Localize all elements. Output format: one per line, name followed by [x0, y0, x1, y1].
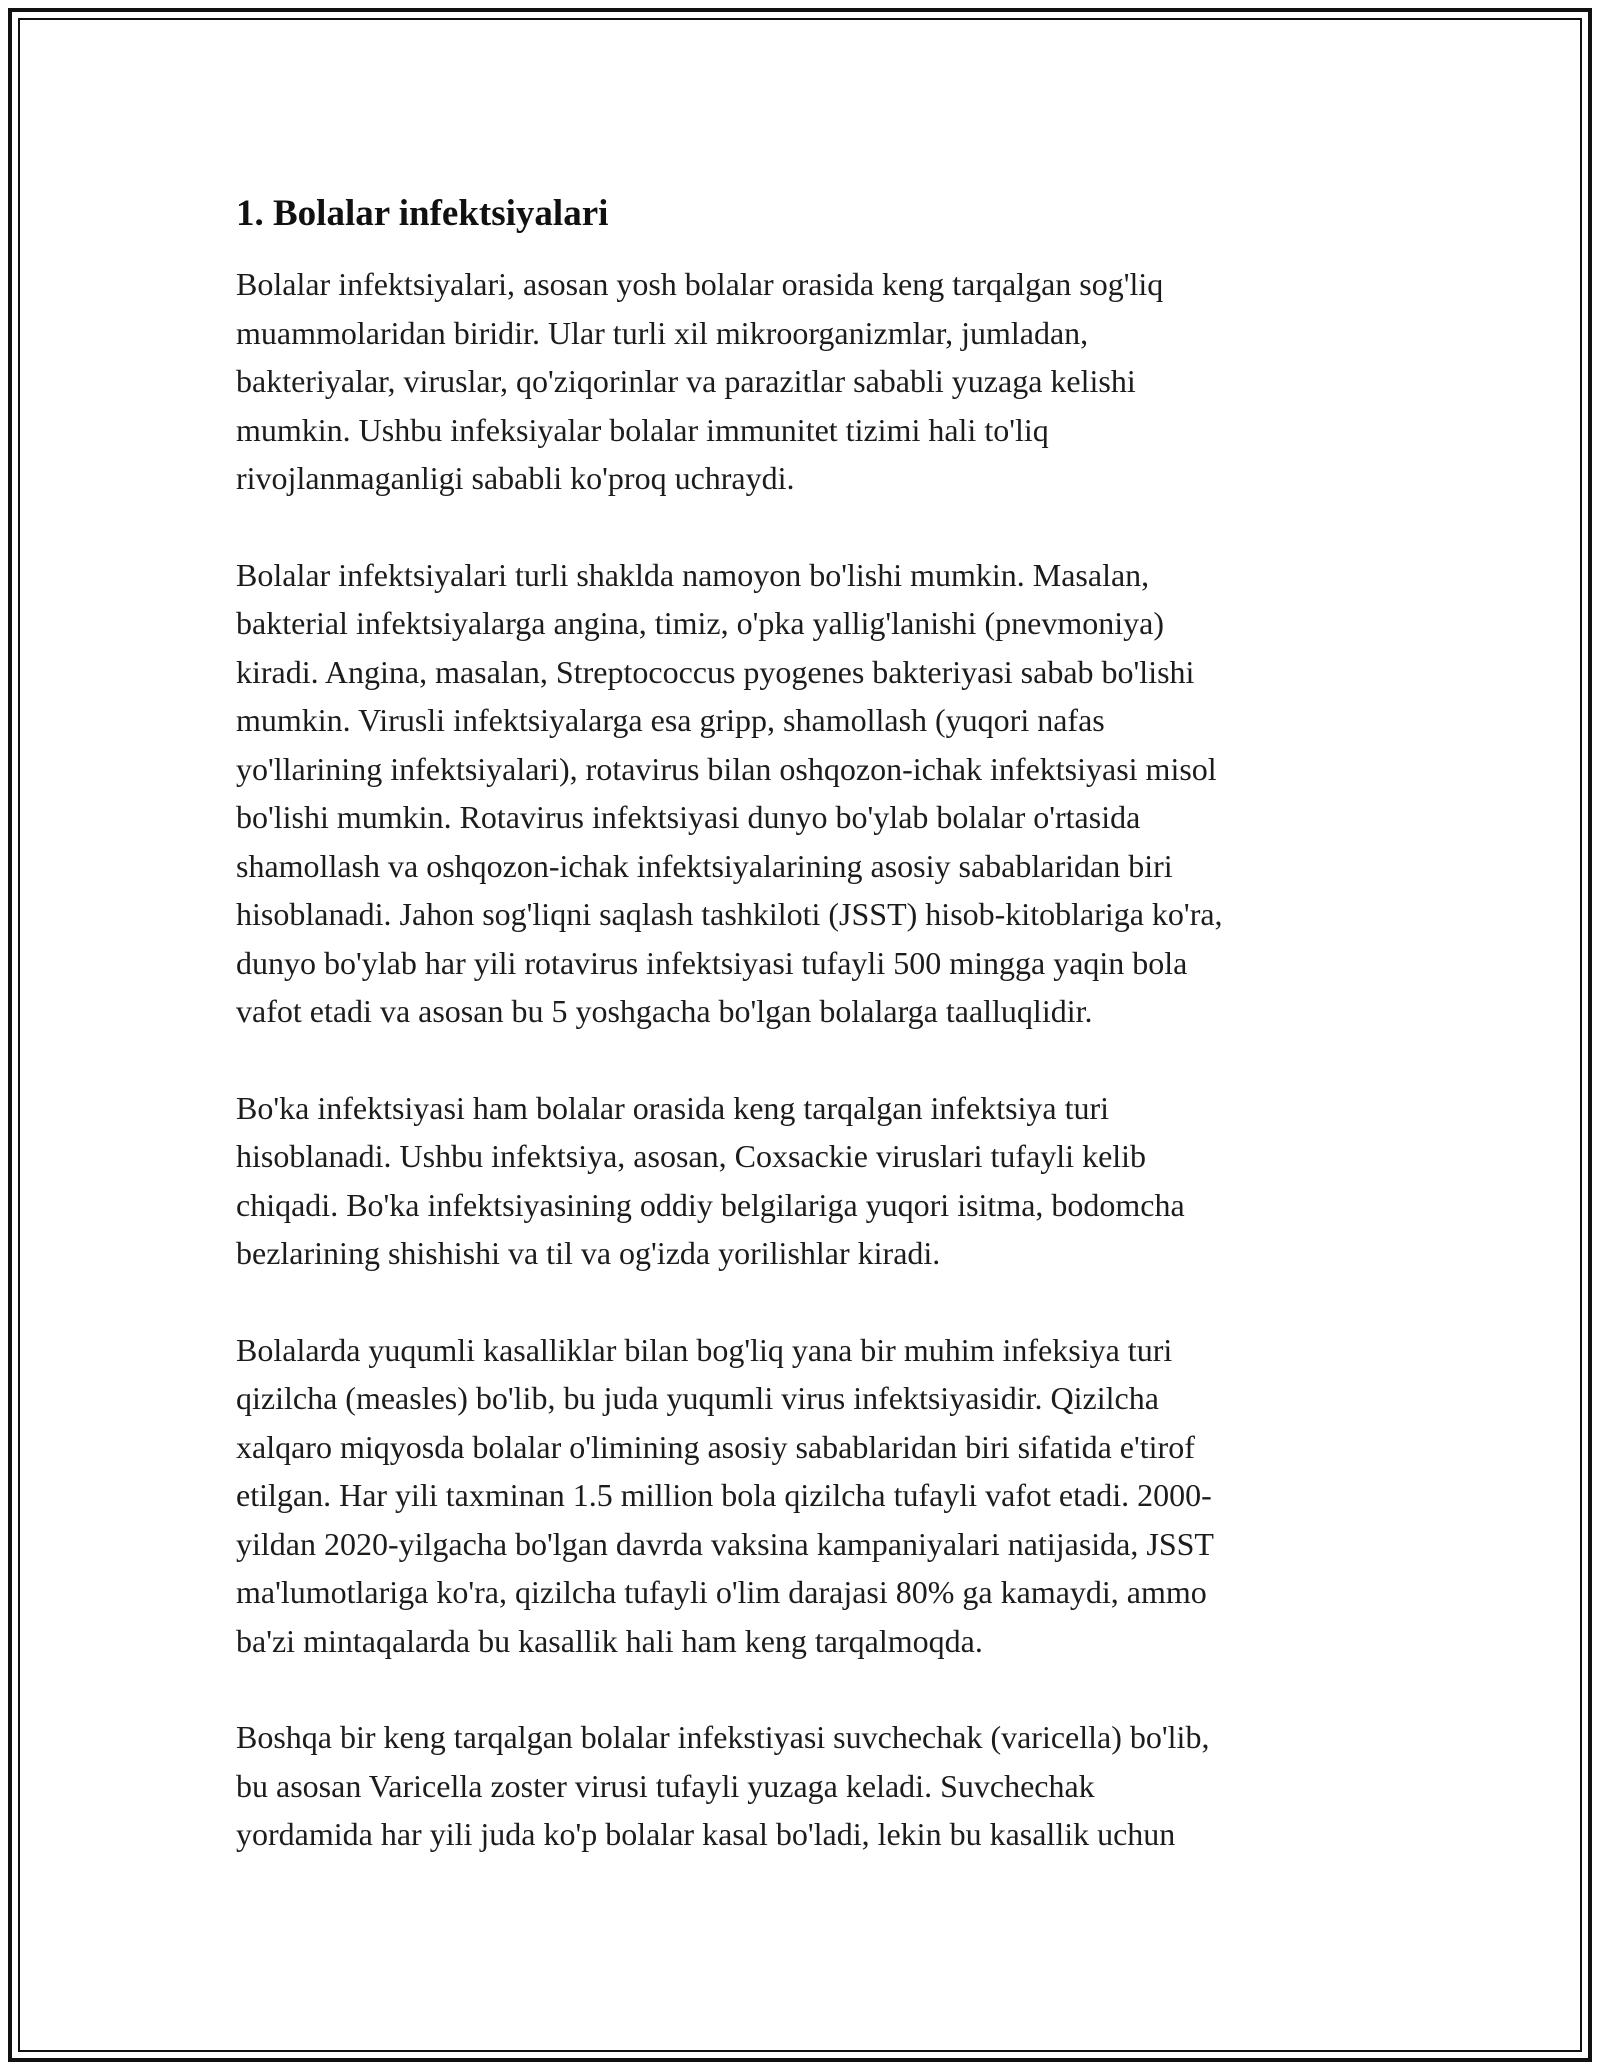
section-heading: 1. Bolalar infektsiyalari: [236, 193, 609, 234]
document-body: [236, 190, 1376, 1907]
paragraph-5: Boshqa bir keng tarqalgan bolalar infekstiyasi suvchechak (varicella) bo'lib, bu asosan Varicella zoster virusi tufayli yuzaga keladi. Suvchechak yordamida har yili juda ko'p bolalar kasal bo'ladi, lekin bu kasallik uchun: [236, 1719, 1210, 1852]
paragraph-1: Bolalar infektsiyalari, asosan yosh bolalar orasida keng tarqalgan sog'liq muammolaridan biridir. Ular turli xil mikroorganizmlar, jumladan, bakteriyalar, viruslar, qo'ziqorinlar va parazitlar sababli yuzaga kelishi mumkin. Ushbu infeksiyalar bolalar immunitet tizimi hali to'liq rivojlanmaganligi sababli ko'proq uchraydi.: [236, 266, 1164, 496]
paragraph-3: Bo'ka infektsiyasi ham bolalar orasida keng tarqalgan infektsiya turi hisoblanadi. Ushbu infektsiya, asosan, Coxsackie viruslari tufayli kelib chiqadi. Bo'ka infektsiyasining oddiy belgilariga yuqori isitma, bodomcha bezlarining shishishi va til va og'izda yorilishlar kiradi.: [236, 1089, 1185, 1271]
paragraph-4: Bolalarda yuqumli kasalliklar bilan bog'liq yana bir muhim infeksiya turi qizilcha (measles) bo'lib, bu juda yuqumli virus infektsiyasidir. Qizilcha xalqaro miqyosda bolalar o'limining asosiy sabablaridan biri sifatida e'tirof etilgan. Har yili taxminan 1.5 million bola qizilcha tufayli vafot etadi. 2000- yildan 2020-yilgacha bo'lgan davrda vaksina kampaniyalari natijasida, JSST ma'lumotlariga ko'ra, qizilcha tufayli o'lim darajasi 80% ga kamaydi, ammo ba'zi mintaqalarda bu kasallik hali ham keng tarqalmoqda.: [236, 1331, 1214, 1659]
paragraph-2: Bolalar infektsiyalari turli shaklda namoyon bo'lishi mumkin. Masalan, bakterial infektsiyalarga angina, timiz, o'pka yallig'lanishi (pnevmoniya) kiradi. Angina, masalan, Streptococcus pyogenes bakteriyasi sabab bo'lishi mumkin. Virusli infektsiyalarga esa gripp, shamollash (yuqori nafas yo'llarining infektsiyalari), rotavirus bilan oshqozon-ichak infektsiyasi misol bo'lishi mumkin. Rotavirus infektsiyasi dunyo bo'ylab bolalar o'rtasida shamollash va oshqozon-ichak infektsiyalarining asosiy sabablaridan biri hisoblanadi. Jahon sog'liqni saqlash tashkiloti (JSST) hisob-kitoblariga ko'ra, dunyo bo'ylab har yili rotavirus infektsiyasi tufayli 500 mingga yaqin bola vafot etadi va asosan bu 5 yoshgacha bo'lgan bolalarga taalluqlidir.: [236, 556, 1223, 1029]
